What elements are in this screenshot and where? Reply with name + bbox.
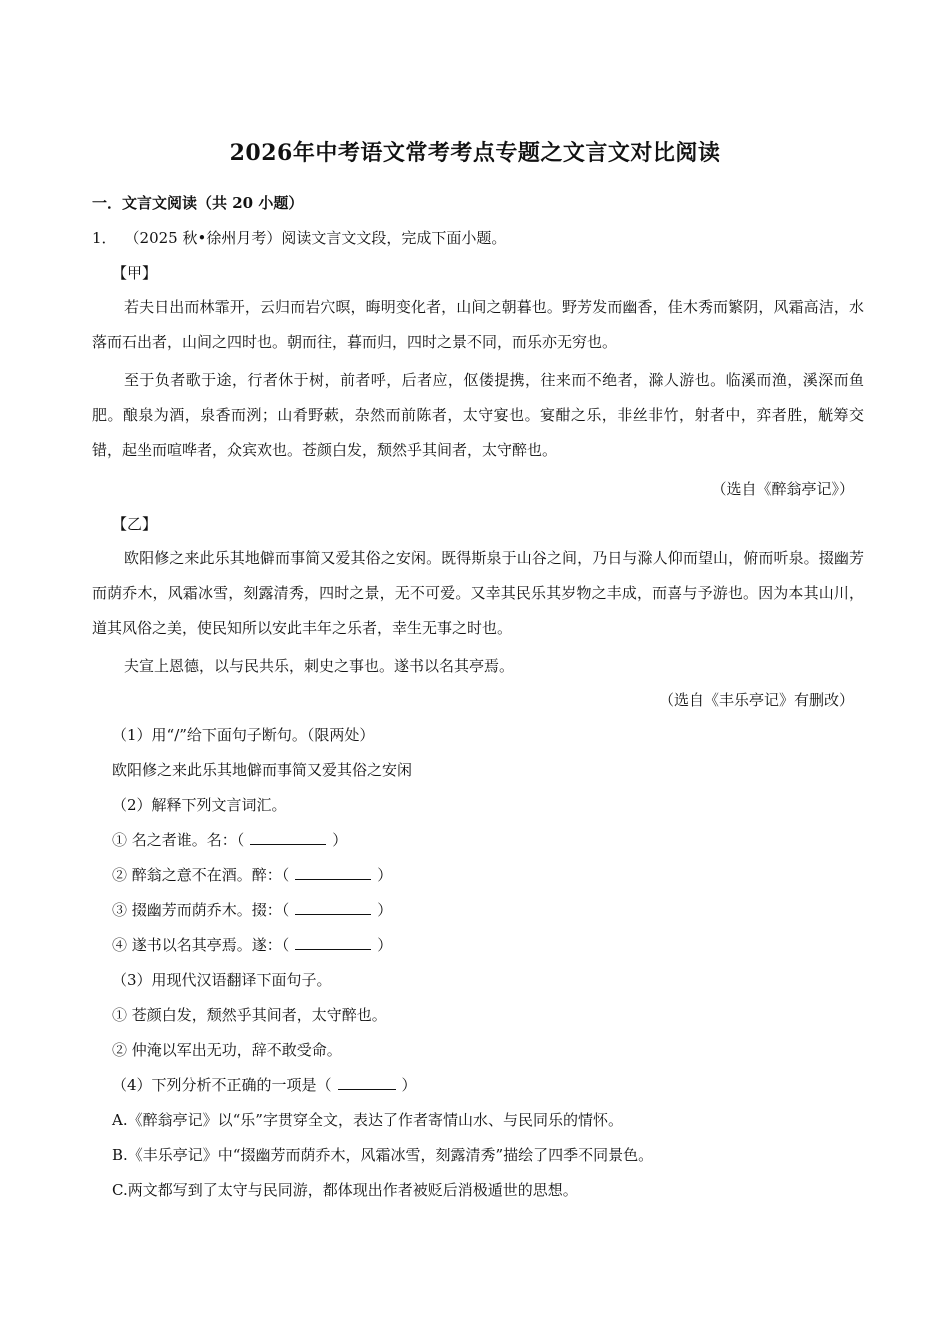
sub4-prompt-close: ） <box>401 1076 417 1094</box>
sub2-item-text: ② 醉翁之意不在酒。醉：（ <box>112 866 290 884</box>
sub2-item-text: ④ 遂书以名其亭焉。遂：（ <box>112 936 290 954</box>
passage-a-source: （选自《醉翁亭记》） <box>711 480 854 498</box>
answer-blank[interactable] <box>295 900 371 915</box>
passage-b-label: 【乙】 <box>112 515 158 533</box>
sub3-item: ② 仲淹以军出无功，辞不敢受命。 <box>112 1041 342 1059</box>
section-heading: 一．文言文阅读（共 20 小题） <box>92 194 304 212</box>
passage-a-paragraph: 至于负者歌于途，行者休于树，前者呼，后者应，伛偻提携，往来而不绝者，滁人游也。临溪而渔，溪深而鱼肥。酿泉为酒，泉香而洌；山肴野蔌，杂然而前陈者，太守宴也。宴酣之乐，非丝非竹，射者中，弈者胜，觥筹交错，起坐而喧哗者，众宾欢也。苍颜白发，颓然乎其间者，太守醉也。 <box>92 371 864 459</box>
sub3-item: ① 苍颜白发，颓然乎其间者，太守醉也。 <box>112 1006 387 1024</box>
option-a: A.《醉翁亭记》以“乐”字贯穿全文，表达了作者寄情山水、与民同乐的情怀。 <box>112 1111 623 1129</box>
passage-b-source: （选自《丰乐亭记》有删改） <box>658 691 854 709</box>
sub2-item <box>112 830 347 850</box>
passage-b-paragraph: 夫宣上恩德，以与民共乐，刺史之事也。遂书以名其亭焉。 <box>124 657 515 675</box>
sub2-item <box>112 865 392 885</box>
option-c: C.两文都写到了太守与民同游，都体现出作者被贬后消极遁世的思想。 <box>112 1181 578 1199</box>
answer-blank[interactable] <box>338 1075 396 1090</box>
sub2-item <box>112 935 392 955</box>
sub2-item-text: ① 名之者谁。名：（ <box>112 831 245 849</box>
question-header <box>92 228 506 248</box>
sub2-item-text: ③ 掇幽芳而荫乔木。掇：（ <box>112 901 290 919</box>
sub2-item-close: ） <box>332 831 348 849</box>
sub2-item-close: ） <box>377 866 393 884</box>
sub4-prompt-text: （4）下列分析不正确的一项是（ <box>112 1076 332 1094</box>
passage-a-label: 【甲】 <box>112 264 158 282</box>
answer-blank[interactable] <box>250 830 326 845</box>
sub2-item <box>112 900 392 920</box>
option-b: B.《丰乐亭记》中“掇幽芳而荫乔木，风霜冰雪，刻露清秀”描绘了四季不同景色。 <box>112 1146 654 1164</box>
passage-b-paragraph: 欧阳修之来此乐其地僻而事简又爱其俗之安闲。既得斯泉于山谷之间，乃日与滁人仰而望山，俯而听泉。掇幽芳而荫乔木，风霜冰雪，刻露清秀，四时之景，无不可爱。又幸其民乐其岁物之丰成，而喜与予游也。因为本其山川，道其风俗之美，使民知所以安此丰年之乐者，幸生无事之时也。 <box>92 549 864 637</box>
sub2-item-close: ） <box>377 936 393 954</box>
sub1-sentence: 欧阳修之来此乐其地僻而事简又爱其俗之安闲 <box>112 761 413 779</box>
page-title: 2026年中考语文常考考点专题之文言文对比阅读 <box>229 140 721 166</box>
sub2-item-close: ） <box>377 901 393 919</box>
question-prompt: （2025 秋•徐州月考）阅读文言文文段，完成下面小题。 <box>124 229 507 247</box>
sub3-prompt: （3）用现代汉语翻译下面句子。 <box>112 971 332 989</box>
sub4-prompt <box>112 1075 417 1095</box>
answer-blank[interactable] <box>295 865 371 880</box>
sub1-prompt: （1）用“/”给下面句子断句。（限两处） <box>112 726 375 744</box>
answer-blank[interactable] <box>295 935 371 950</box>
question-number: 1． <box>92 229 117 247</box>
passage-a-paragraph: 若夫日出而林霏开，云归而岩穴暝，晦明变化者，山间之朝暮也。野芳发而幽香，佳木秀而繁阴，风霜高洁，水落而石出者，山间之四时也。朝而往，暮而归，四时之景不同，而乐亦无穷也。 <box>92 298 864 351</box>
sub2-prompt: （2）解释下列文言词汇。 <box>112 796 287 814</box>
